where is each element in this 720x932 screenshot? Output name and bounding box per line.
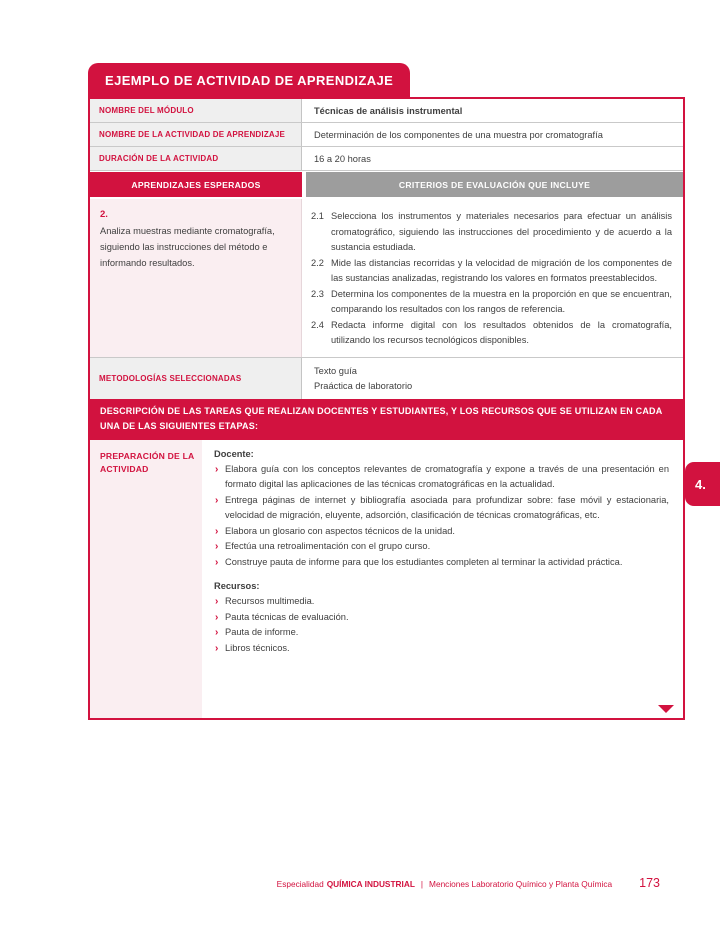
continuation-arrow-icon [658,705,674,713]
bullet-item [214,555,669,571]
bullet-icon: › [215,611,219,623]
bullet-item [214,610,669,626]
methodology-item: Praáctica de laboratorio [314,380,413,391]
learning-criteria-row [90,199,683,357]
methodologies-row [90,357,683,399]
info-row-value: Determinación de los componentes de una muestra por cromatografía [314,130,603,140]
page-number: 173 [639,876,660,890]
bullet-icon: › [215,494,219,506]
info-row [90,147,683,171]
bullet-text: Pauta técnicas de evaluación. [225,611,349,622]
learning-number: 2. [100,209,108,220]
recursos-subheading: Recursos: [214,581,260,591]
main-content [88,63,685,720]
methodology-item: Texto guía [314,365,357,376]
criterion-number: 2.2 [311,257,324,268]
bullet-icon: › [215,556,219,568]
info-row-value: Técnicas de análisis instrumental [314,106,463,116]
info-rows [90,99,683,171]
criterion-item [308,287,672,318]
preparation-label: PREPARACIÓN DE LA ACTIVIDAD [90,440,202,718]
bullet-icon: › [215,525,219,537]
bullet-item [214,524,669,540]
chapter-side-tab [685,462,720,506]
bullet-item [214,625,669,641]
info-row [90,99,683,123]
info-row-label: NOMBRE DEL MÓDULO [90,99,302,122]
bullet-icon: › [215,541,219,552]
bullet-text: Elabora un glosario con aspectos técnicos de la unidad. [225,525,455,536]
bullet-text: Construye pauta de informe para que los estudiantes completen al terminar la actividad práctica. [225,556,623,567]
criterion-number: 2.1 [311,211,324,221]
activity-table [88,97,685,720]
bullet-icon: › [215,463,219,475]
criterion-item [308,318,672,349]
recursos-list [214,594,669,656]
info-row-label: NOMBRE DE LA ACTIVIDAD DE APRENDIZAJE [90,123,302,146]
info-row-label: DURACIÓN DE LA ACTIVIDAD [90,147,302,170]
footer-specialty: QUÍMICA INDUSTRIAL [326,879,415,889]
criterion-text: Determina los componentes de la muestra en la proporción en que se encuentran, comparando los resultados con los rangos de referencia. [331,288,672,314]
bullet-icon: › [215,627,219,638]
bullet-text: Libros técnicos. [225,642,290,653]
chapter-number: 4. [695,476,706,492]
bullet-item [214,462,669,493]
page-title: EJEMPLO DE ACTIVIDAD DE APRENDIZAJE [105,73,394,88]
footer-prefix: Especialidad [276,879,324,889]
footer-separator: | [420,879,424,889]
docente-list [214,462,669,571]
criterion-text: Mide las distancias recorridas y la velocidad de migración de los componentes de las sustancias analizadas, registrando los valores en formatos preestablecidos. [331,257,672,283]
info-row [90,123,683,147]
bullet-item [214,539,669,555]
preparation-row [90,440,683,718]
criterion-number: 2.4 [311,319,324,330]
bullet-icon: › [215,596,219,607]
page-footer [277,876,660,890]
criterion-item [308,256,672,287]
bullet-text: Elabora guía con los conceptos relevantes de cromatografía y expone a través de una presentación en formato digital las aplicaciones de las técnicas cromatográficas en la actualidad. [225,463,669,489]
criteria-list [302,199,683,357]
criterion-item [308,209,672,256]
docente-subheading: Docente: [214,448,254,459]
criterion-text: Redacta informe digital con los resultados obtenidos de la cromatografía, utilizando los recursos tecnológicos disponibles. [331,319,672,345]
bullet-text: Efectúa una retroalimentación con el grupo curso. [225,541,431,551]
footer-mentions: Menciones Laboratorio Químico y Planta Química [429,879,613,889]
page-title-tab [88,63,410,97]
methodologies-values [302,358,683,399]
column-header-row [90,171,683,199]
info-row-value: 16 a 20 horas [314,154,371,164]
bullet-item [214,493,669,524]
methodologies-label: METODOLOGÍAS SELECCIONADAS [90,358,302,399]
bullet-item [214,594,669,610]
bullet-item [214,641,669,657]
preparation-content [202,440,683,718]
bullet-text: Recursos multimedia. [225,596,315,606]
header-aprendizajes: APRENDIZAJES ESPERADOS [90,172,302,197]
criterion-number: 2.3 [311,288,324,299]
learning-cell [90,199,302,357]
learning-text: Analiza muestras mediante cromatografía, siguiendo las instrucciones del método e informando resultados. [100,226,275,268]
description-banner: DESCRIPCIÓN DE LAS TAREAS QUE REALIZAN DOCENTES Y ESTUDIANTES, Y LOS RECURSOS QUE SE UTILIZAN EN CADA UNA DE LAS SIGUIENTES ETAPAS: [90,399,683,440]
bullet-text: Entrega páginas de internet y bibliografía asociada para profundizar sobre: fase móvil y estacionaria, velocidad de migración, eluyente, adsorción, clasificación de técnicas cromatográficas, etc. [225,494,669,520]
criterion-text: Selecciona los instrumentos y materiales necesarios para efectuar un análisis cromatográfico, siguiendo las instrucciones del procedimiento y de acuerdo a la sustancia estudiada. [331,211,672,252]
bullet-icon: › [215,642,219,654]
header-criterios: CRITERIOS DE EVALUACIÓN QUE INCLUYE [306,172,683,197]
bullet-text: Pauta de informe. [225,627,299,637]
